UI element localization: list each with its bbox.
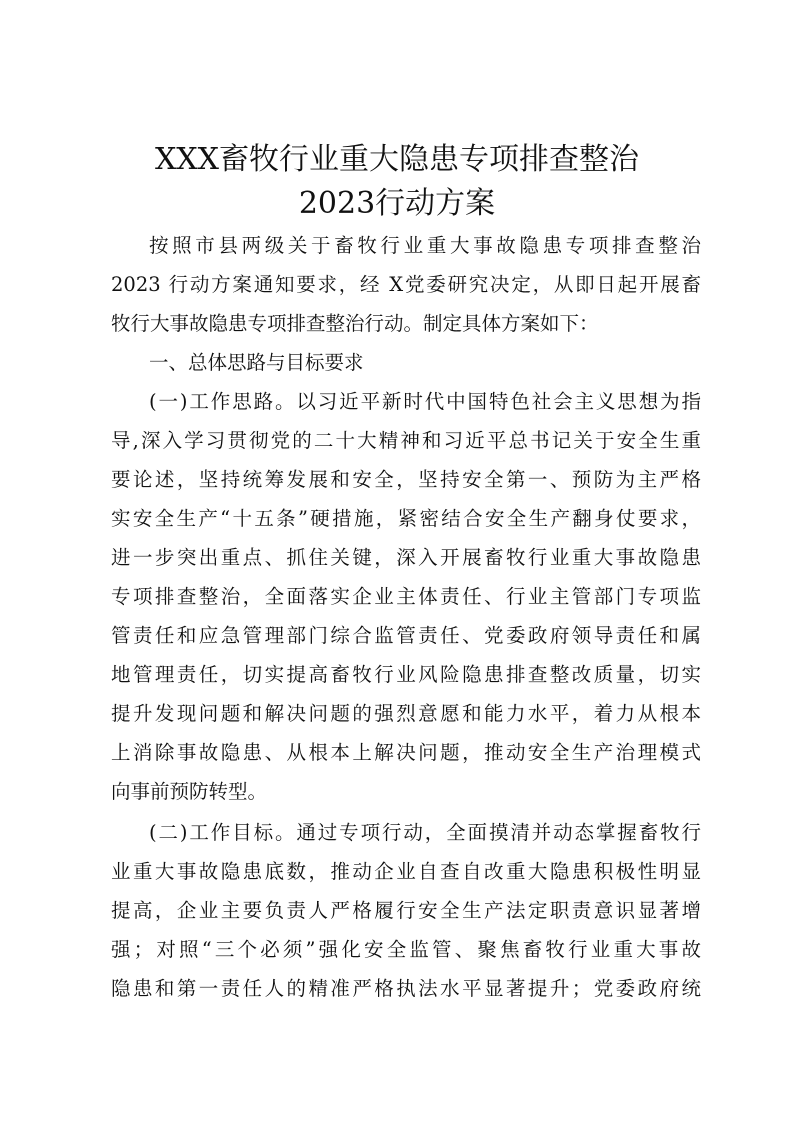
body-line: 提升发现问题和解决问题的强烈意愿和能力水平，着力从根本: [111, 702, 701, 725]
body-line: 强；对照“三个必须”强化安全监管、聚焦畜牧行业重大事故: [111, 938, 701, 961]
body-line: 2023 行动方案通知要求，经 X党委研究决定，从即日起开展畜: [111, 273, 701, 296]
body-line: 管责任和应急管理部门综合监管责任、党委政府领导责任和属: [111, 624, 701, 647]
body-line: 按照市县两级关于畜牧行业重大事故隐患专项排查整治: [149, 234, 701, 257]
body-line: 要论述，坚持统筹发展和安全，坚持安全第一、预防为主严格: [111, 468, 701, 491]
body-line: 进一步突出重点、抓住关键，深入开展畜牧行业重大事故隐患: [111, 546, 701, 569]
body-line: (二)工作目标。通过专项行动，全面摸清并动态掌握畜牧行: [149, 821, 701, 844]
body-line: 实安全生产“十五条”硬措施，紧密结合安全生产翻身仗要求，: [111, 507, 701, 530]
body-line: 导,深入学习贯彻党的二十大精神和习近平总书记关于安全生重: [111, 429, 701, 452]
body-line: 地管理责任，切实提高畜牧行业风险隐患排查整改质量，切实: [111, 663, 701, 686]
body-line: 业重大事故隐患底数，推动企业自查自改重大隐患积极性明显: [111, 860, 701, 883]
body-line: 提高，企业主要负责人严格履行安全生产法定职责意识显著增: [111, 899, 701, 922]
body-line: 上消除事故隐患、从根本上解决问题，推动安全生产治理模式: [111, 741, 701, 764]
body-line: 牧行大事故隐患专项排查整治行动。制定具体方案如下：: [111, 312, 599, 335]
document-title-line-1: XXX畜牧行业重大隐患专项排查整治: [154, 142, 640, 177]
document-title-line-2: 2023行动方案: [298, 186, 496, 221]
document-body: [111, 226, 701, 1008]
body-line: (一)工作思路。以习近平新时代中国特色社会主义思想为指: [149, 390, 701, 413]
body-line: 隐患和第一责任人的精准严格执法水平显著提升；党委政府统: [111, 977, 701, 1000]
body-line: 向事前预防转型。: [111, 780, 268, 803]
section-heading: 一、总体思路与目标要求: [149, 351, 364, 374]
body-line: 专项排查整治，全面落实企业主体责任、行业主管部门专项监: [111, 585, 701, 608]
